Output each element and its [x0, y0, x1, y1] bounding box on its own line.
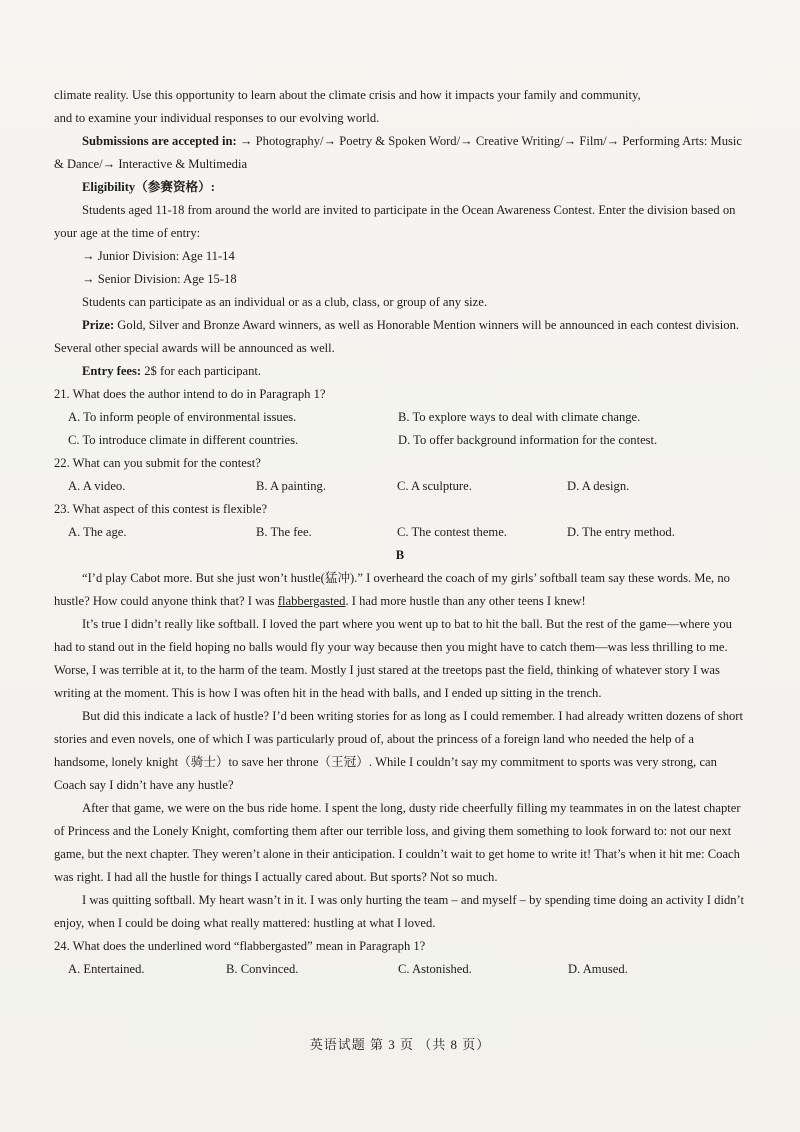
option-22-b: B. A painting. [256, 479, 326, 493]
option-24-c: C. Astonished. [398, 962, 472, 976]
question-22: 22. What can you submit for the contest? [54, 456, 261, 470]
option-23-b: B. The fee. [256, 525, 312, 539]
option-22-d: D. A design. [567, 479, 630, 493]
option-24-a: A. Entertained. [68, 962, 145, 976]
eligibility-text: Students aged 11-18 from around the world are invited to participate in the Ocean Awareness Contest. Enter the division based on your age at the time of entry: [54, 203, 736, 240]
passage-b-paragraph-3: But did this indicate a lack of hustle? I’d been writing stories for as long as I could remember. I had already written dozens of short stories and even novels, one of which I was particularly proud of, about the princess of a foreign land who needed the help of a handsome, lonely knight（骑士）to save her throne（王冠）. While I couldn’t say my commitment to sports was very strong, can Coach say I didn’t have any hustle? [54, 709, 743, 792]
option-23-c: C. The contest theme. [397, 525, 507, 539]
senior-division: → Senior Division: Age 15-18 [82, 272, 237, 286]
prize-label: Prize: [82, 318, 115, 332]
submissions-label: Submissions are accepted in: [82, 134, 237, 148]
prize-text: Gold, Silver and Bronze Award winners, as well as Honorable Mention winners will be announced in each contest division. Several other special awards will be announced as well. [54, 318, 740, 355]
option-21-d: D. To offer background information for the contest. [398, 433, 658, 447]
question-23-options [54, 521, 746, 544]
passage-b-paragraph-4: After that game, we were on the bus ride home. I spent the long, dusty ride cheerfully filling my teammates in on the latest chapter of Princess and the Lonely Knight, comforting them after our terrible loss, and giving them something to look forward to: not our next game, but the next chapter. They weren’t alone in their anticipation. I couldn’t wait to get home to write it! That’s when it hit me: Coach was right. I had all the hustle for things I actually cared about. But sports? Not so much. [54, 801, 741, 884]
intro-line-2: and to examine your individual responses to our evolving world. [54, 111, 380, 125]
fees-label: Entry fees: [82, 364, 142, 378]
option-21-a: A. To inform people of environmental issues. [68, 410, 297, 424]
option-22-a: A. A video. [68, 479, 126, 493]
question-21: 21. What does the author intend to do in Paragraph 1? [54, 387, 326, 401]
question-24-options [54, 958, 746, 981]
fees-text: 2$ for each participant. [141, 364, 262, 378]
participation-text: Students can participate as an individual or as a club, class, or group of any size. [82, 295, 487, 309]
option-21-c: C. To introduce climate in different countries. [68, 433, 299, 447]
page-footer: 英语试题 第 3 页 （共 8 页） [309, 1037, 491, 1052]
p1-after: . I had more hustle than any other teens I knew! [345, 594, 586, 608]
page-content [54, 84, 746, 981]
passage-b-paragraph-5: I was quitting softball. My heart wasn’t in it. I was only hurting the team – and myself – by spending time doing an activity I didn’t enjoy, when I could be doing what really mattered: hustling at what I loved. [54, 893, 745, 930]
question-21-options [54, 406, 746, 452]
intro-line-1: climate reality. Use this opportunity to learn about the climate crisis and how it impacts your family and community, [54, 88, 641, 102]
option-24-d: D. Amused. [568, 962, 628, 976]
passage-b-paragraph-1 [54, 567, 746, 613]
option-24-b: B. Convinced. [226, 962, 299, 976]
option-22-c: C. A sculpture. [397, 479, 472, 493]
section-b-heading: B [395, 548, 405, 562]
fees-paragraph [54, 360, 746, 383]
option-23-a: A. The age. [68, 525, 127, 539]
question-22-options [54, 475, 746, 498]
submissions-paragraph [54, 130, 746, 176]
question-24: 24. What does the underlined word “flabbergasted” mean in Paragraph 1? [54, 939, 426, 953]
question-23: 23. What aspect of this contest is flexible? [54, 502, 268, 516]
underlined-word: flabbergasted [277, 594, 346, 608]
junior-division: → Junior Division: Age 11-14 [82, 249, 235, 263]
submissions-text: → Photography/→ Poetry & Spoken Word/→ Creative Writing/→ Film/→ Performing Arts: Music & Dance/→ Interactive & Multimedia [54, 134, 743, 171]
p1-before: “I’d play Cabot more. But she just won’t hustle(猛冲).” I overheard the coach of my girls’ softball team say these words. Me, no hustle? How could anyone think that? I was [54, 571, 730, 608]
option-21-b: B. To explore ways to deal with climate change. [398, 410, 641, 424]
passage-b-paragraph-2: It’s true I didn’t really like softball. I loved the part where you went up to bat to hit the ball. But the rest of the game—where you had to stand out in the field hoping no balls would fly your way because then you might have to catch them—was less thrilling to me. Worse, I was terrible at it, to the harm of the team. Mostly I just stared at the treetops past the field, thinking of whatever story I was writing at the moment. This is how I was often hit in the head with balls, and I ended up sitting in the trench. [54, 617, 732, 700]
prize-paragraph [54, 314, 746, 360]
eligibility-label: Eligibility（参赛资格）: [82, 180, 215, 194]
option-23-d: D. The entry method. [567, 525, 675, 539]
